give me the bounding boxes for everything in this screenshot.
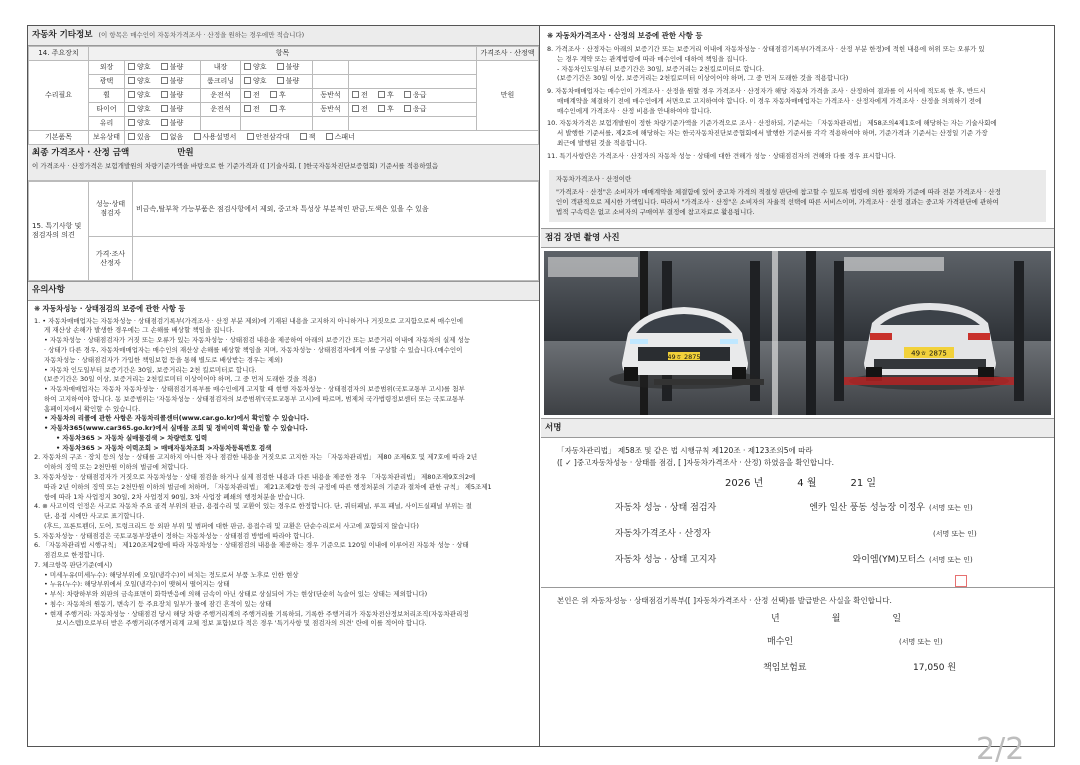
checkbox[interactable] bbox=[244, 63, 251, 70]
caution-header bbox=[28, 281, 539, 301]
row-name: 유리 bbox=[89, 117, 125, 131]
row-name-2: 운전석 bbox=[201, 103, 241, 117]
row-name: 외장 bbox=[89, 61, 125, 75]
note-line: 6. 「자동차관리법 시행규칙」 제120조제2항에 따라 자동차성능 · 상태점검의 내용을 제공하는 경우 기준으로 120일 이내에 이루어진 자동차 성능 · 상태 bbox=[34, 541, 469, 550]
inspector-label: 자동차 성능 · 상태 점검자 bbox=[615, 503, 717, 514]
special-row-label: 성능·상태 점검자 bbox=[89, 182, 133, 237]
special-row-label: 가격·조사 산정자 bbox=[89, 237, 133, 281]
buyer-label: 매수인 bbox=[767, 637, 794, 647]
checkbox[interactable] bbox=[161, 119, 168, 126]
note-line: 따라 2년 이하의 징역 또는 2천만원 이하의 벌금에 처하며, 「자동차관리법」 제21조제2항 등의 규정에 따른 행정처분의 기준과 절차에 관한 규칙」 제5조제1 bbox=[44, 482, 492, 491]
checkbox[interactable] bbox=[270, 91, 277, 98]
row-name-3: 동반석 bbox=[313, 103, 349, 117]
note-line: 매수인에게 가격조사 · 산정 비용을 안내하여야 합니다. bbox=[557, 106, 712, 115]
checkbox[interactable] bbox=[404, 91, 411, 98]
buyer-row bbox=[557, 630, 1038, 656]
checkbox[interactable] bbox=[404, 105, 411, 112]
checkbox[interactable] bbox=[277, 77, 284, 84]
row-name-2: 룸크리닝 bbox=[201, 75, 241, 89]
note-line: - 자동차인도일부터 보증기간은 30일, 보증거리는 2천킬로미터로 합니다. bbox=[557, 64, 765, 73]
note-line: 는 경우 계약 또는 관계법령에 따라 매수인에 대하여 책임을 집니다. bbox=[557, 54, 748, 63]
row-name-3: 동반석 bbox=[313, 89, 349, 103]
note-line: 게 재산상 손해가 발생한 경우에는 그 손해를 배상할 책임을 집니다. bbox=[44, 326, 235, 335]
signature-title: 서명 bbox=[545, 422, 562, 433]
sign-day: 21 일 bbox=[850, 477, 877, 489]
checkbox[interactable] bbox=[128, 105, 135, 112]
note-line: 최근에 발행된 것을 적용합니다. bbox=[557, 138, 647, 147]
receipt-day: 일 bbox=[892, 614, 902, 625]
checkbox[interactable] bbox=[244, 77, 251, 84]
note-line: 단, 용접 시에만 사고로 표기합니다. bbox=[44, 512, 145, 521]
price-definition-box bbox=[549, 170, 1046, 222]
note-line: 매매계약을 체결하기 전에 매수인에게 서면으로 고지하여야 합니다. 이 경우 자동차매매업자는 가격조사 · 산정자에게 가격조사 · 산정을 의뢰하기 전에 bbox=[557, 96, 982, 105]
note-line: 4. ⊚ 사고이력 인정은 사고로 자동차 주요 골격 부위의 판금, 용접수리 및 교환이 있는 경우로 한정합니다. 단, 쿼터패널, 루프 패널, 사이드실패널 부위는 절 bbox=[34, 502, 472, 511]
row-options-2: 양호 불량 bbox=[241, 75, 313, 89]
notifier-label: 자동차 성능 · 상태 고지자 bbox=[615, 555, 717, 566]
main-device-table bbox=[28, 46, 539, 145]
checkbox[interactable] bbox=[277, 63, 284, 70]
checkbox[interactable] bbox=[352, 105, 359, 112]
receipt-month: 월 bbox=[831, 614, 841, 625]
device-item-header: 항목 bbox=[89, 47, 477, 61]
page-number: 2/2 bbox=[976, 732, 1025, 765]
note-line: 서 발행한 기준서를, 제2호에 해당하는 자는 한국자동차진단보증협회에서 발행한 기준서를 각각 적용하여야 하며, 기준가격과 기준서는 산정일 기준 가장 bbox=[557, 129, 988, 138]
signature-section bbox=[541, 438, 1054, 588]
note-line: (보증기간은 30일 이상, 보증거리는 2천킬로미터 이상이어야 하며, 그 중 먼저 도래한 것을 적용합니다) bbox=[557, 74, 849, 83]
insurance-value: 17,050 원 bbox=[913, 663, 957, 673]
plate-rear: 49ㅎ 2875 bbox=[911, 349, 947, 358]
note-line: 자동차성능 · 상태점검자가 가입한 책임보험 등을 통해 별도로 배상받는 경우는 제외) bbox=[44, 355, 283, 364]
checkbox[interactable] bbox=[128, 77, 135, 84]
vehicle-other-info-header bbox=[28, 26, 539, 46]
checkbox[interactable] bbox=[161, 77, 168, 84]
note-line: · 상태가 다른 경우, 자동차매매업자는 매수인의 재산상 손해를 배상할 책임을 지며, 자동차성능 · 상태점검자에게 이를 구상할 수 있습니다.(매수인이 bbox=[44, 346, 463, 355]
final-price-label: 최종 가격조사 · 산정 금액 bbox=[32, 148, 130, 158]
checkbox[interactable] bbox=[128, 133, 135, 140]
final-price-section bbox=[28, 145, 539, 181]
row-options: 양호 불량 bbox=[125, 89, 201, 103]
notifier-row bbox=[557, 548, 1038, 574]
plate-front: 49ㅎ 2875 bbox=[667, 353, 701, 362]
row-options-2: 전 후 bbox=[241, 103, 313, 117]
checkbox[interactable] bbox=[378, 91, 385, 98]
special-notes-label: 15. 특기사항 및 점검자의 의견 bbox=[29, 182, 89, 281]
note-line: • 미세누유(미세누수): 해당부위에 오일(냉각수)이 비치는 정도로서 부품 노후로 인한 현상 bbox=[44, 570, 299, 579]
pricer-label: 자동차가격조사 · 산정자 bbox=[615, 529, 711, 540]
note-line: 5. 자동차성능 · 상태점검은 국토교통부장관이 정하는 자동차성능 · 상태점검 방법에 따라야 합니다. bbox=[34, 531, 315, 540]
checkbox[interactable] bbox=[194, 133, 201, 140]
checkbox[interactable] bbox=[128, 119, 135, 126]
buyer-seal: (서명 또는 인) bbox=[899, 638, 943, 647]
box-line: 법적 구속력은 없고 소비자의 구매여부 결정에 참고자료로 활용됩니다. bbox=[556, 207, 755, 216]
right-column bbox=[541, 26, 1054, 746]
special-row-text bbox=[133, 237, 539, 281]
sign-year: 2026 년 bbox=[725, 477, 764, 489]
note-line: 1. • 자동차매매업자는 자동차성능 · 상태점검기록부(가격조사 · 산정 부분 제외)에 기재된 내용을 고지하지 아니하거나 거짓으로 고지함으로써 매수인에 bbox=[34, 316, 464, 325]
checkbox[interactable] bbox=[326, 133, 333, 140]
special-row-text: 비금속,탈부착 가능부품은 점검사항에서 제외, 중고차 특성상 부분적인 판금,도색은 있을 수 있음 bbox=[133, 182, 539, 237]
row-name-2: 내장 bbox=[201, 61, 241, 75]
note-line: 이하의 징역 또는 2천만원 이하의 벌금에 처합니다. bbox=[44, 463, 189, 472]
inspection-photo bbox=[544, 251, 1051, 415]
red-seal-stamp bbox=[955, 575, 967, 587]
row-name: 광택 bbox=[89, 75, 125, 89]
checkbox[interactable] bbox=[247, 133, 254, 140]
note-line: 8. 가격조사 · 산정자는 아래의 보증기간 또는 보증거리 이내에 자동차성능 · 상태점검기록부(가격조사 · 산정 부분 한정)에 적힌 내용에 허위 또는 오류가 있 bbox=[547, 44, 985, 53]
device-price-header: 가격조사 · 산정액 bbox=[477, 47, 539, 61]
receipt-text: 본인은 위 자동차성능 · 상태점검기록부([ ]자동차가격조사 · 산정 선택)를 발급받은 사실을 확인합니다. bbox=[557, 596, 892, 606]
note-line: 보시스템)으로부터 받은 주행거리(주행거리계 교체 정보 포함)보다 적은 경우 '특기사항 및 점검자의 의견' 란에 이를 적어야 합니다. bbox=[56, 619, 427, 628]
row-options: 양호 불량 bbox=[125, 61, 201, 75]
note-line: 11. 특기사항란은 가격조사 · 산정자의 자동차 성능 · 상태에 대한 견해가 성능 · 상태점검자의 견해와 다를 경우 표시합니다. bbox=[547, 151, 896, 160]
note-line: 10. 자동차가격은 보험개발원이 정한 차량기준가액을 기준가격으로 조사 · 산정하되, 기준서는 「자동차관리법」 제58조의4제1호에 해당하는 자는 기술사회에 bbox=[547, 119, 997, 128]
note-line: • 자동차 인도일부터 보증기간은 30일, 보증거리는 2천 킬로미터로 합니다. bbox=[44, 365, 257, 374]
section-note: (이 항목은 매수인이 자동차가격조사 · 산정을 원하는 경우에만 적습니다) bbox=[98, 31, 305, 40]
note-line: 9. 자동차매매업자는 매수인이 가격조사 · 산정을 원할 경우 가격조사 · 산정자가 해당 자동차 가격을 조사 · 산정하여 결과를 이 서식에 적도록 한 후, 반드시 bbox=[547, 87, 986, 96]
notifier-value: 와이엠(YM)모터스 bbox=[852, 555, 925, 566]
inspector-value: 엔카 일산 풍동 성능장 이정우 bbox=[809, 503, 925, 514]
basic-items-options: 있음 없음 사용설명서 안전삼각대 잭 스패너 bbox=[125, 131, 539, 145]
row-options: 양호 불량 bbox=[125, 103, 201, 117]
left-column bbox=[28, 26, 540, 746]
basic-status: 보유상태 bbox=[89, 131, 125, 145]
note-line: • 자동차성능 · 상태점검자가 거짓 또는 오류가 있는 자동차성능 · 상태점검 내용을 제공하여 아래의 보증기간 또는 보증거리 이내에 자동차의 실제 성능 bbox=[44, 336, 471, 345]
receipt-date bbox=[771, 614, 1038, 626]
caution-subtitle: ❋ 자동차성능 · 상태점검의 보증에 관한 사항 등 bbox=[34, 304, 186, 313]
note-line: (후드, 프론트펜더, 도어, 트렁크리드 등 외판 부위 및 범퍼에 대한 판금, 용접수리 및 교환은 단순수리로서 사고에 포함되지 않습니다) bbox=[44, 521, 419, 530]
row-name: 휠 bbox=[89, 89, 125, 103]
note-line: • 자동차매매업자는 자동차 자동차성능 · 상태점검기록부를 매수인에게 고지할 때 현행 자동차성능 · 상태점검자의 보증범위(국토교통부 고시)를 첨부 bbox=[44, 385, 465, 394]
photo-title: 점검 장면 촬영 사진 bbox=[545, 232, 620, 243]
final-price-note: 이 가격조사 · 산정가격은 보험개발원의 차량기준가액을 바탕으로 한 기준가격과 ([ ]기술사회, [ ]한국자동차진단보증협회) 기준서를 적용하였음 bbox=[32, 162, 439, 171]
checkbox[interactable] bbox=[352, 91, 359, 98]
note-line: • 침수: 자동차의 원동기, 변속기 등 주요장치 일부가 물에 잠긴 흔적이 있는 상태 bbox=[44, 599, 272, 608]
note-line: • 부식: 차량하부와 외판의 금속표면이 화학반응에 의해 금속이 아닌 상태로 상실되어 가는 현상(단순히 녹슬어 있는 상태는 제외합니다) bbox=[44, 590, 428, 599]
note-line: (보증기간은 30일 이상, 보증거리는 2천킬로미터 이상이어야 하며, 그 중 먼저 도래한 것을 적용) bbox=[44, 375, 317, 384]
final-price-unit: 만원 bbox=[177, 148, 194, 158]
note-line: 홈페이지에서 확인할 수 있습니다. bbox=[44, 404, 141, 413]
inspector-seal: (서명 또는 인) bbox=[929, 504, 973, 513]
section-title: 자동차 기타정보 bbox=[32, 29, 93, 40]
device-no-header: 14. 주요장치 bbox=[29, 47, 89, 61]
repair-label: 수리필요 bbox=[29, 61, 89, 131]
note-line: • 현재 주행거리: 자동차성능 · 상태점검 당시 해당 차량 주행거리계의 주행거리를 기록하되, 기록한 주행거리가 자동차전산정보처리조직(자동차관리정 bbox=[44, 609, 469, 618]
note-line: 점검으로 한정합니다. bbox=[44, 551, 105, 560]
note-line: 항에 따라 1차 사업정지 30일, 2차 사업정지 90일, 3차 사업장 폐쇄의 행정처분을 받습니다. bbox=[44, 492, 305, 501]
row-options-2: 양호 불량 bbox=[241, 61, 313, 75]
guarantee-title: ❋ 자동차가격조사 · 산정의 보증에 관한 사항 등 bbox=[547, 31, 703, 40]
note-line: 2. 자동차의 구조 · 장치 등의 성능 · 상태를 고지하지 아니한 자나 점검한 내용을 거짓으로 고지한 자는 「자동차관리법」 제80 조제6호 및 제7호에 따라 2년 bbox=[34, 453, 478, 462]
row-name-2: 운전석 bbox=[201, 89, 241, 103]
checkbox[interactable] bbox=[128, 63, 135, 70]
basic-items-label: 기본품목 bbox=[29, 131, 89, 145]
inspection-report-page bbox=[27, 25, 1055, 747]
notifier-seal: (서명 또는 인) bbox=[929, 556, 973, 565]
note-line: • 자동차365(www.car365.go.kr)에서 실매물 조회 및 정비이력 확인을 할 수 있습니다. bbox=[44, 424, 308, 433]
row-options-3: 전 후 응급 bbox=[349, 89, 477, 103]
receipt-year: 년 bbox=[771, 614, 780, 625]
guarantee-notes bbox=[541, 26, 1054, 164]
inspector-row bbox=[557, 496, 1038, 522]
box-title: 자동차가격조사 · 산정이란 bbox=[556, 175, 632, 184]
checkbox[interactable] bbox=[128, 91, 135, 98]
note-line: 7. 체크항목 판단기준(예시) bbox=[34, 560, 113, 569]
row-options-2: 전 후 bbox=[241, 89, 313, 103]
caution-notes bbox=[28, 301, 539, 632]
checkbox[interactable] bbox=[161, 133, 168, 140]
note-line: • 자동차의 리콜에 관한 사항은 자동차리콜센터(www.car.go.kr)에서 확인할 수 있습니다. bbox=[44, 414, 309, 423]
note-line: 3. 자동차성능 · 상태점검자가 거짓으로 자동차성능 · 상태 점검을 하거나 실제 점검한 내용과 다른 내용을 제공한 경우 「자동차관리법」 제80조제9호의2에 bbox=[34, 472, 476, 481]
checkbox[interactable] bbox=[161, 63, 168, 70]
checkbox[interactable] bbox=[300, 133, 307, 140]
photo-header bbox=[541, 228, 1054, 248]
pricer-row bbox=[557, 522, 1038, 548]
receipt-section bbox=[541, 588, 1054, 681]
checkbox[interactable] bbox=[378, 105, 385, 112]
note-line: 하여 고지하여야 합니다. 동 보증범위는 '자동차성능 · 상태점검자의 보증범위'(국토교통부 고시)에 따르며, 범제처 국가법령정보센터 또는 국토교통부 bbox=[44, 394, 465, 403]
caution-title: 유의사항 bbox=[32, 285, 65, 296]
box-line: "가격조사 · 산정"은 소비자가 매매계약을 체결함에 있어 중고차 가격의 적절성 판단에 참고할 수 있도록 법령에 의한 절차와 기준에 따라 전문 가격조사 · 산정 bbox=[556, 188, 1001, 197]
row-options: 양호 불량 bbox=[125, 117, 201, 131]
checkbox[interactable] bbox=[244, 105, 251, 112]
note-line: • 자동차365 > 자동차 이력조회 > 매매자동차조회 >자동차등록번호 검색 bbox=[56, 443, 272, 452]
row-options-3: 전 후 응급 bbox=[349, 103, 477, 117]
sign-law-text: 「자동차관리법」 제58조 및 같은 법 시행규칙 제120조 · 제123조의5에 따라 bbox=[557, 446, 813, 456]
checkbox[interactable] bbox=[244, 91, 251, 98]
box-line: 인이 객관적으로 제시한 가액입니다. 따라서 "가격조사 · 산정"은 소비자의 자율적 선택에 따른 서비스이며, 가격조사 · 산정 결과는 중고차 가격판단에 관하여 bbox=[556, 197, 999, 206]
checkbox[interactable] bbox=[161, 105, 168, 112]
special-notes-table bbox=[28, 181, 539, 281]
note-line: • 자동차365 > 자동차 실매물검색 > 차량번호 입력 bbox=[56, 433, 208, 442]
pricer-seal: (서명 또는 인) bbox=[933, 530, 977, 539]
sign-date bbox=[725, 477, 1038, 490]
row-name: 타이어 bbox=[89, 103, 125, 117]
insurance-label: 책임보험료 bbox=[763, 663, 807, 673]
signature-header bbox=[541, 418, 1054, 438]
checkbox[interactable] bbox=[270, 105, 277, 112]
note-line: • 누유(누수): 해당부위에서 오일(냉각수)이 맺혀서 떨어지는 상태 bbox=[44, 580, 230, 589]
price-won: 만원 bbox=[477, 61, 539, 131]
sign-month: 4 월 bbox=[797, 477, 817, 489]
sign-check-text: ([ ✓ ]중고자동차성능 · 상태를 점검, [ ]자동차가격조사 · 산정) 하였음을 확인합니다. bbox=[557, 458, 834, 468]
row-options: 양호 불량 bbox=[125, 75, 201, 89]
checkbox[interactable] bbox=[161, 91, 168, 98]
insurance-row bbox=[557, 656, 1038, 682]
inspection-photo-illustration bbox=[544, 251, 1051, 415]
